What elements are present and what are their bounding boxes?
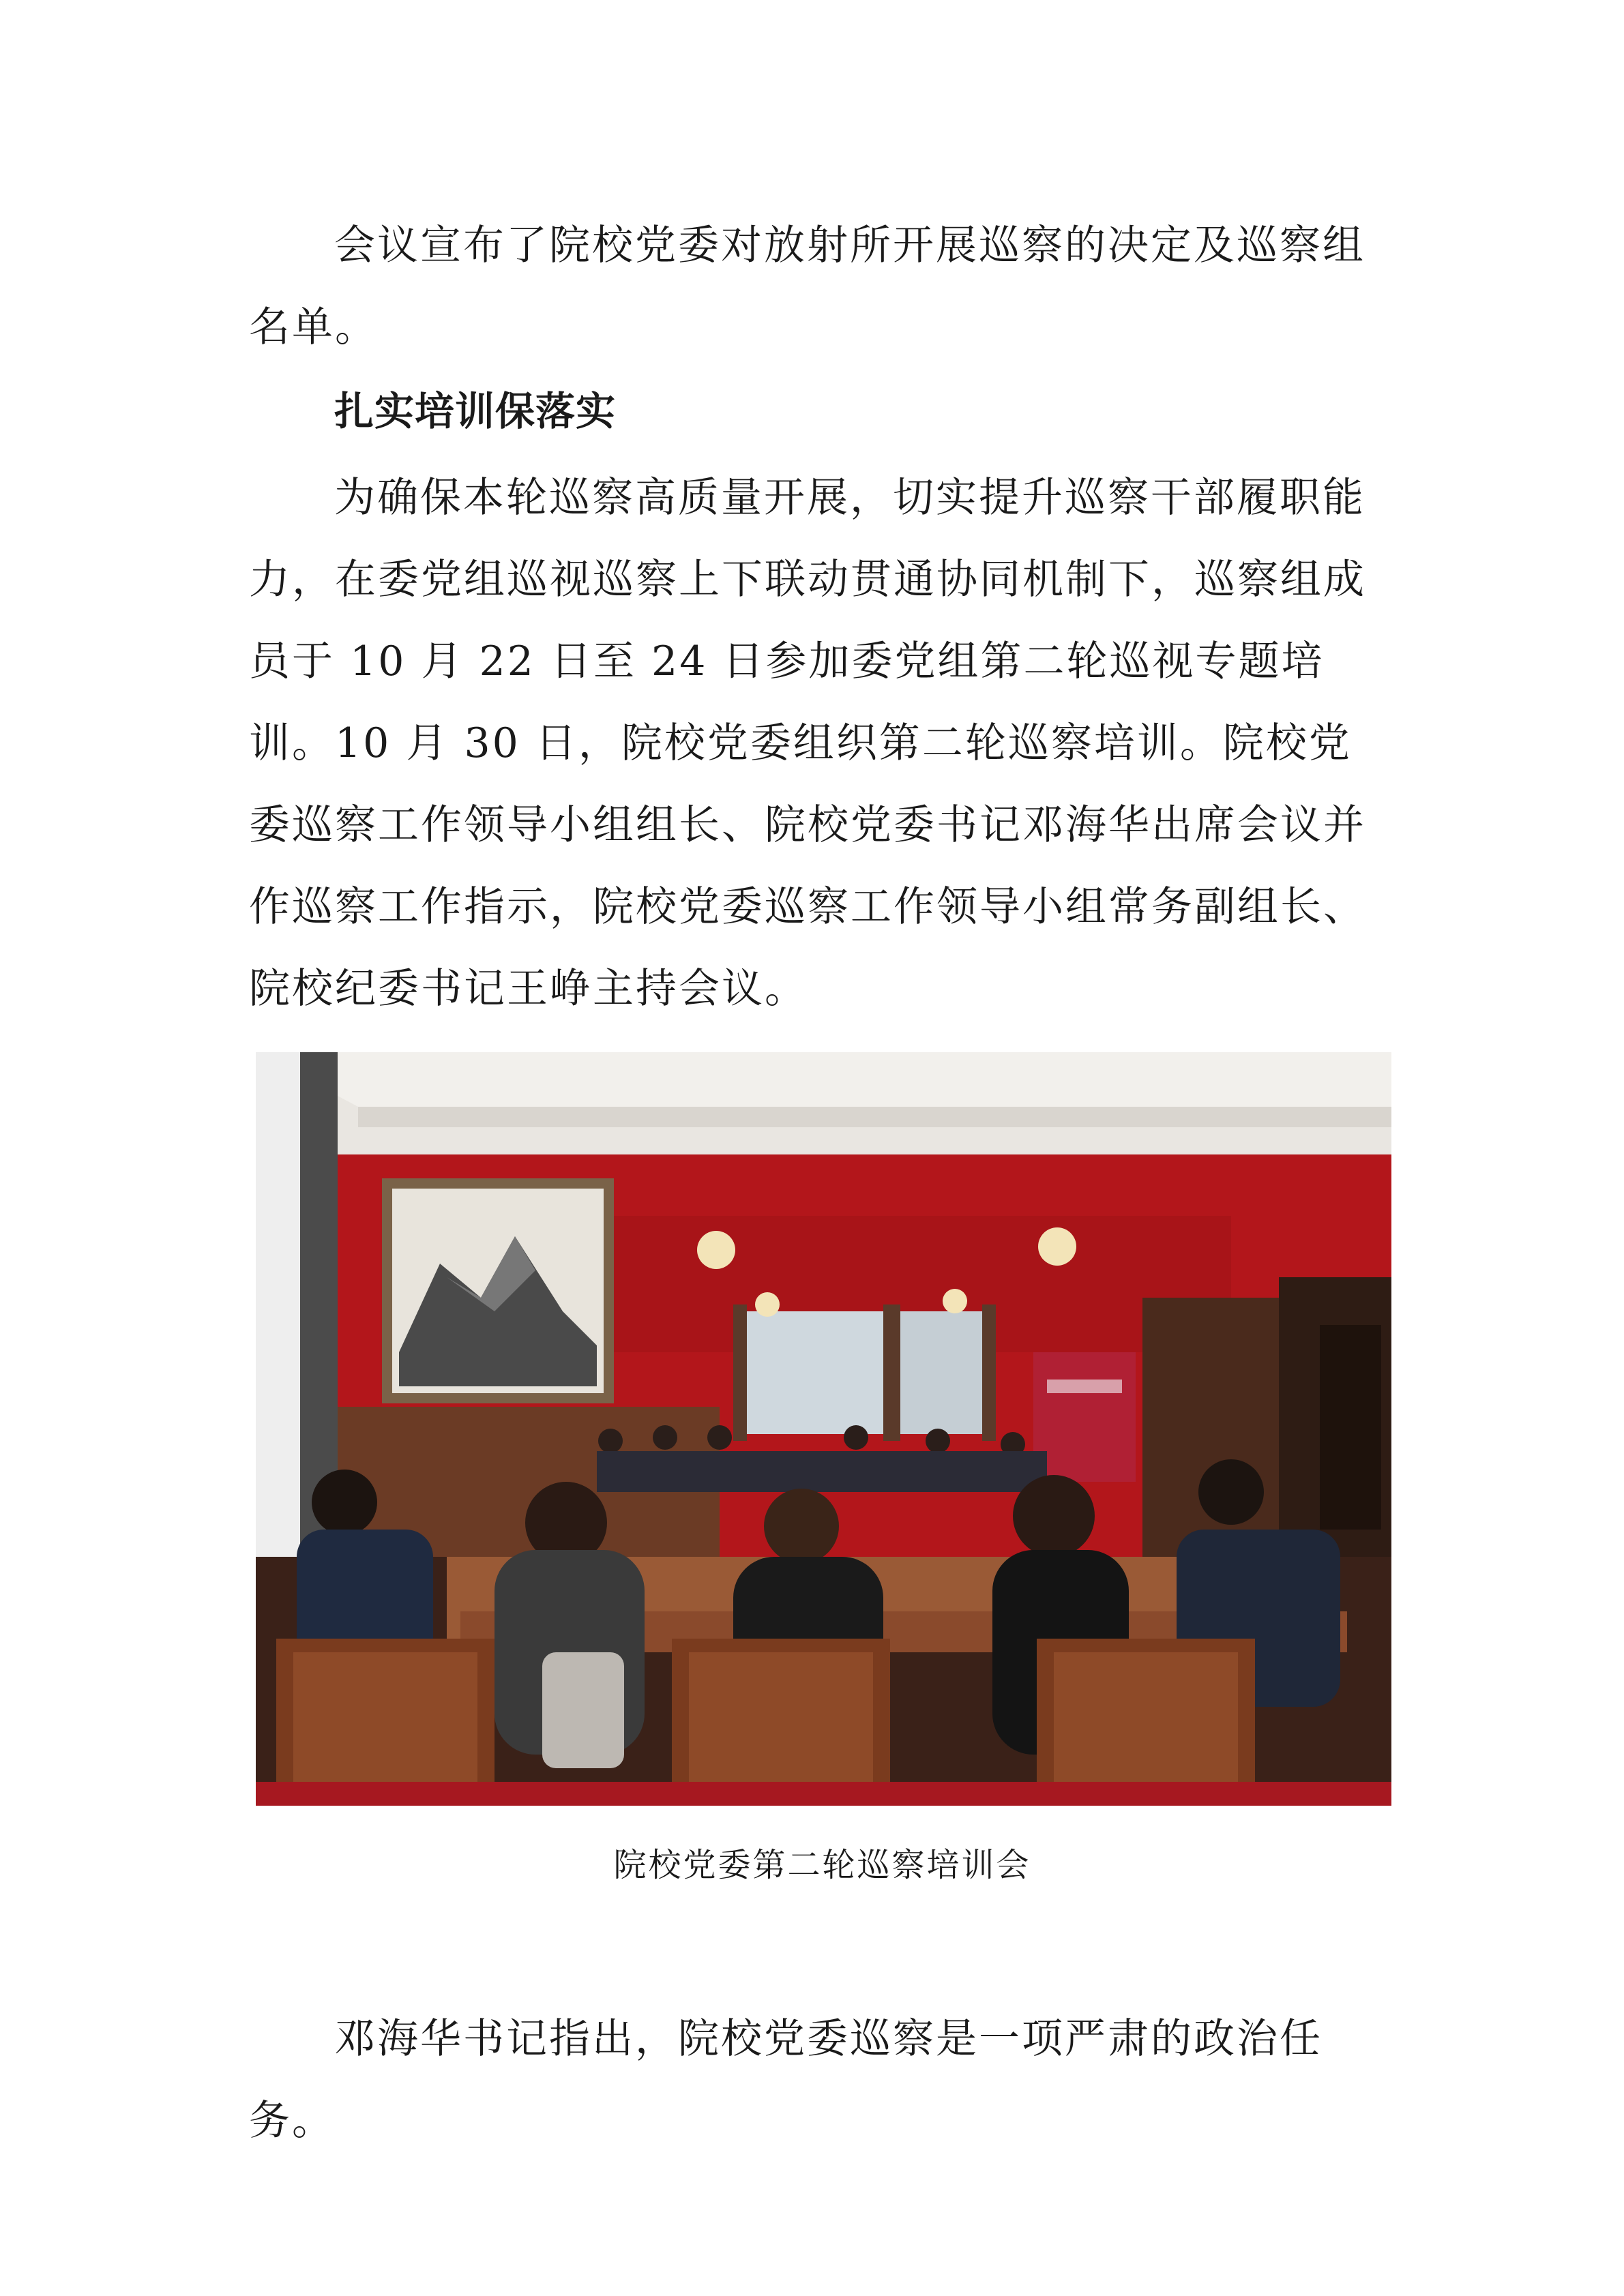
paragraph-secretary-remarks: 邓海华书记指出，院校党委巡察是一项严肃的政治任务。 [249,2015,1323,2145]
section-heading: 扎实培训保落实 [334,388,617,434]
paragraph-training-details: 为确保本轮巡察高质量开展，切实提升巡察干部履职能力，在委党组巡视巡察上下联动贯通协同机制下，巡察组成员于 10 月 22 日至 24 日参加委党组第二轮巡视专题培训。10 月 30 日，院校党委组织第二轮巡察培训。院校党委巡察工作领导小组组长、院校党委书记邓海华出席会议并作巡察工作指示，院校党委巡察工作领导小组常务副组长、院校纪委书记王峥主持会议。 [249,474,1366,1013]
meeting-photo [256,1052,1391,1806]
photo-caption: 院校党委第二轮巡察培训会 [613,1846,1031,1884]
paragraph-meeting-announcement: 会议宣布了院校党委对放射所开展巡察的决定及巡察组名单。 [249,222,1365,351]
